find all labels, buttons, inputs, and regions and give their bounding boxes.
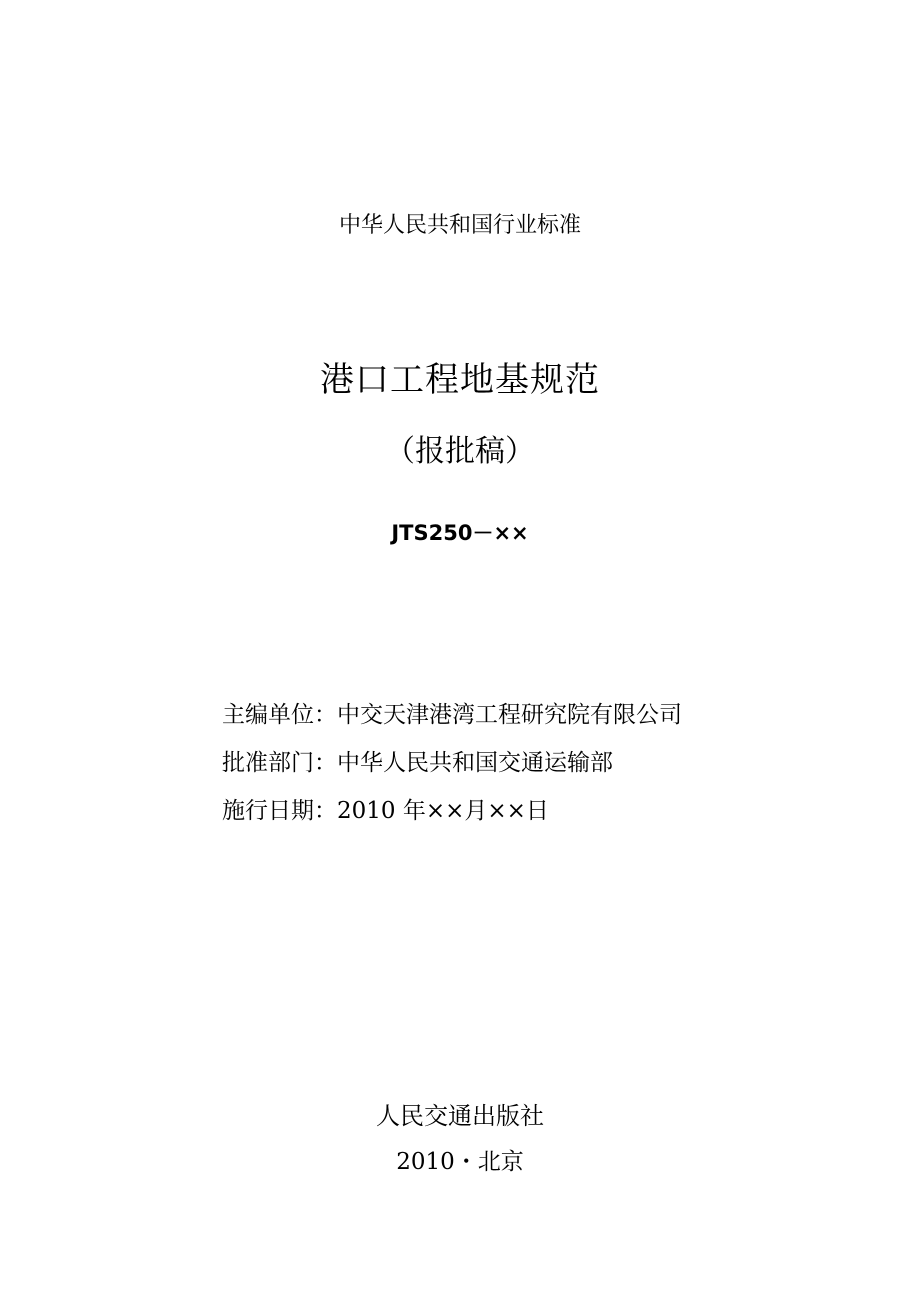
standard-category: 中华人民共和国行业标准 — [338, 213, 581, 238]
effective-date-info-line — [222, 792, 549, 825]
approver-value: 中华人民共和国交通运输部 — [337, 750, 613, 776]
editor-info-line — [222, 696, 682, 729]
publication-year-place: 2010・北京 — [396, 1149, 524, 1175]
publisher-name: 人民交通出版社 — [376, 1102, 544, 1130]
editor-label: 主编单位： — [222, 702, 337, 728]
effective-date-label: 施行日期： — [222, 798, 337, 824]
document-status: （报批稿） — [385, 434, 535, 469]
approver-info-line — [222, 744, 613, 777]
effective-date-value: 2010 年××月××日 — [337, 798, 549, 824]
document-title: 港口工程地基规范 — [320, 360, 600, 400]
approver-label: 批准部门： — [222, 750, 337, 776]
editor-value: 中交天津港湾工程研究院有限公司 — [337, 702, 682, 728]
standard-code: JTS250－×× — [391, 521, 529, 545]
